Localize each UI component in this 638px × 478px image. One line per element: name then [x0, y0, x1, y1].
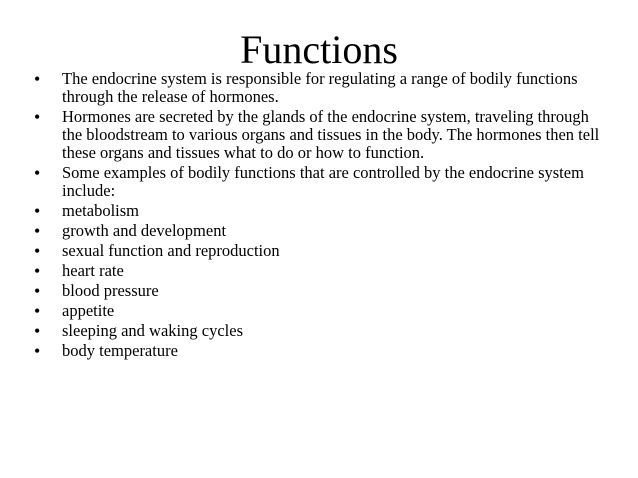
bullet-item [30, 282, 610, 300]
bullet-dot-icon: • [34, 261, 41, 281]
bullet-item [30, 70, 610, 106]
bullet-dot-icon: • [34, 301, 41, 321]
bullet-list [30, 70, 610, 362]
bullet-dot-icon: • [34, 321, 41, 341]
bullet-dot-icon: • [34, 241, 41, 261]
bullet-dot-icon: • [34, 107, 41, 127]
bullet-text: metabolism [62, 201, 139, 220]
bullet-text: Hormones are secreted by the glands of the endocrine system, traveling through the bloodstream to various organs and tissues in the body. The hormones then tell these organs and tissues what to do or how to function. [62, 107, 600, 162]
bullet-dot-icon: • [34, 163, 41, 183]
bullet-item [30, 108, 610, 162]
bullet-text: heart rate [62, 261, 124, 280]
bullet-dot-icon: • [34, 201, 41, 221]
bullet-item [30, 302, 610, 320]
bullet-dot-icon: • [34, 69, 41, 89]
bullet-item [30, 164, 610, 200]
bullet-item [30, 262, 610, 280]
bullet-text: sleeping and waking cycles [62, 321, 243, 340]
slide-title: Functions [240, 27, 398, 72]
bullet-dot-icon: • [34, 341, 41, 361]
bullet-dot-icon: • [34, 221, 41, 241]
bullet-item [30, 222, 610, 240]
bullet-text: growth and development [62, 221, 227, 240]
bullet-item [30, 322, 610, 340]
bullet-text: Some examples of bodily functions that are controlled by the endocrine system include: [62, 163, 584, 200]
bullet-dot-icon: • [34, 281, 41, 301]
bullet-text: sexual function and reproduction [62, 241, 280, 260]
bullet-text: body temperature [62, 341, 178, 360]
bullet-text: appetite [62, 301, 115, 320]
bullet-item [30, 342, 610, 360]
bullet-text: The endocrine system is responsible for regulating a range of bodily functions through the release of hormones. [62, 69, 578, 106]
bullet-item [30, 242, 610, 260]
bullet-item [30, 202, 610, 220]
bullet-text: blood pressure [62, 281, 159, 300]
